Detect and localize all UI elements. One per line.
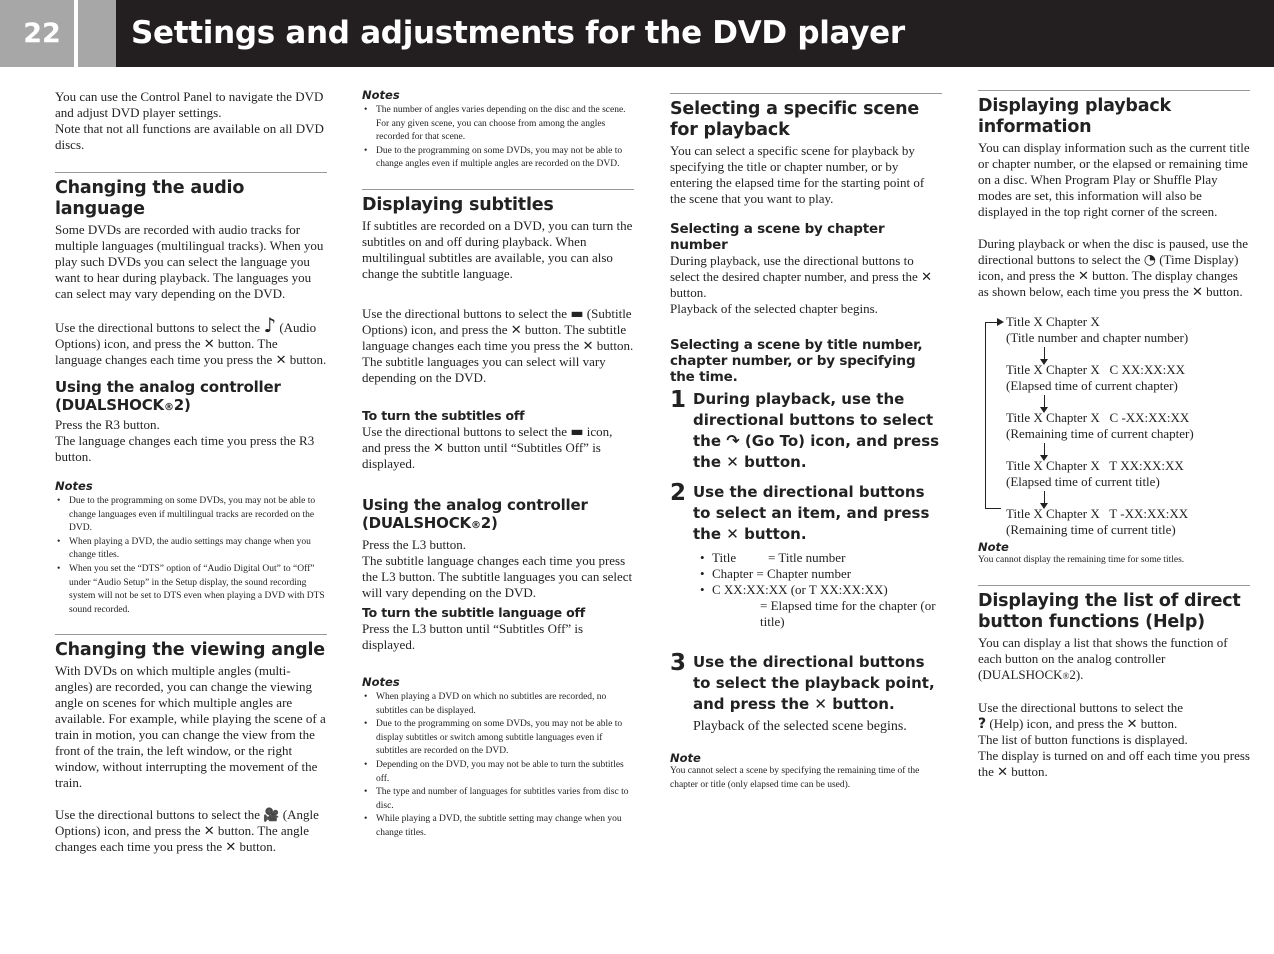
note-text: You cannot select a scene by specifying the remaining time of the chapter or title (only elapsed time can be used). — [670, 766, 920, 790]
audio-heading: Changing the audio language — [55, 178, 245, 219]
step-3 — [670, 652, 942, 737]
subtitle-icon: ▬ — [570, 423, 584, 440]
help-instr-1: Use the directional buttons to select the — [978, 699, 1184, 715]
cross-icon: ✕ — [921, 269, 932, 284]
cross-icon: ✕ — [726, 525, 739, 543]
arrow-down-icon — [1044, 491, 1045, 505]
column-3 — [670, 88, 942, 792]
subtitles-section — [362, 189, 634, 841]
cycle-item-line1: Title X Chapter X T -XX:XX:XX — [1006, 506, 1189, 521]
step-2-part-2: button. — [744, 525, 807, 543]
analog-heading-1 — [55, 378, 327, 417]
step-number: 3 — [670, 650, 687, 676]
help-instr-2: (Help) icon, and press the — [989, 715, 1124, 731]
page-number-block — [0, 0, 74, 67]
help-paragraph — [978, 635, 1250, 684]
subs-instr-2: (Subtitle Options) icon, and press the — [362, 305, 632, 337]
cross-icon: ✕ — [275, 352, 287, 367]
display-cycle-diagram — [978, 314, 1250, 544]
audio-options-icon: ♪ — [263, 313, 277, 337]
intro-note: Note that not all functions are available on all DVD discs. — [55, 121, 324, 152]
info-heading: Displaying playback information — [978, 96, 1171, 137]
help-icon: ? — [978, 715, 987, 732]
cross-icon: ✕ — [203, 336, 215, 351]
list-item — [700, 566, 942, 582]
cross-icon: ✕ — [814, 695, 827, 713]
subs-instr-4: button. The subtitle languages you can select will vary depending on the DVD. — [362, 337, 634, 385]
audio-instr-1: Use the directional buttons to select the — [55, 320, 261, 335]
item-desc: = Title number — [768, 550, 846, 565]
audio-instr-4: button. — [289, 352, 327, 367]
note-item: • Due to the programming on some DVDs, you may not be able to display subtitles or switch among subtitle languages even if subtitles are recorded on the DVD. — [362, 718, 634, 759]
step-2-items — [670, 550, 942, 630]
scene-section — [670, 93, 942, 792]
list-item — [700, 550, 942, 566]
step-2-part-1: Use the directional buttons to select an item, and press the — [693, 483, 930, 543]
cycle-item-line1: Title X Chapter X C XX:XX:XX — [1006, 362, 1185, 377]
cross-icon: ✕ — [225, 839, 237, 855]
audio-paragraph: Some DVDs are recorded with audio tracks for multiple languages (multilingual tracks). When you play such DVDs you can select the language you want to hear during playback. The languages you can select may vary depending on the DVD. — [55, 222, 324, 301]
note-item: • Depending on the DVD, you may not be able to turn the subtitles off. — [362, 759, 634, 786]
audio-instr-2: (Audio Options) icon, and press the — [55, 320, 317, 351]
cycle-item-line1: Title X Chapter X C -XX:XX:XX — [1006, 410, 1190, 425]
step-3-part-1: Use the directional buttons to select the playback point, and press the — [693, 653, 935, 713]
analog-press-l3: Press the L3 button. — [362, 536, 466, 552]
angle-heading: Changing the viewing angle — [55, 640, 325, 661]
cross-icon: ✕ — [726, 453, 739, 471]
cycle-item — [1006, 362, 1250, 410]
item-term: C XX:XX:XX (or T XX:XX:XX) — [712, 582, 888, 597]
subtitles-off-heading: To turn the subtitles off — [362, 407, 525, 423]
registered-mark: ® — [163, 402, 174, 413]
scene-heading: Selecting a specific scene for playback — [670, 99, 920, 140]
chapter-instr-2: button. — [670, 285, 707, 300]
note-item: • While playing a DVD, the subtitle setting may change when you change titles. — [362, 813, 634, 840]
help-heading: Displaying the list of direct button functions (Help) — [978, 590, 1241, 632]
subtitle-language-off-heading: To turn the subtitle language off — [362, 604, 585, 620]
cycle-item-line2: (Elapsed time of current chapter) — [1006, 378, 1178, 393]
step-number: 2 — [670, 480, 687, 506]
analog-l3-desc: The subtitle language changes each time you press the L3 button. The subtitle languages you can select will vary depending on the DVD. — [362, 552, 633, 600]
info-instr-4: button. — [1206, 284, 1243, 299]
analog-heading-tail: 2) — [480, 513, 498, 532]
info-instructions — [978, 236, 1250, 300]
subtitle-icon: ▬ — [570, 305, 584, 322]
chapter-result: Playback of the selected chapter begins. — [670, 301, 878, 316]
title-select-heading: Selecting a scene by title number, chapter number, or by specifying the time. — [670, 337, 923, 385]
subs-instr-1: Use the directional buttons to select the — [362, 305, 568, 321]
step-1-part-3: button. — [744, 453, 807, 471]
info-section — [978, 90, 1250, 568]
cross-icon: ✕ — [582, 337, 594, 353]
angle-instructions — [55, 807, 327, 855]
cross-icon: ✕ — [1191, 284, 1203, 299]
info-paragraph: You can display information such as the current title or chapter number, or the elapsed or remaining time on a disc. When Program Play or Shuffle Play modes are set, this information will also be displayed in the top right corner of the screen. — [978, 140, 1250, 219]
info-instr-1: During playback or when the disc is paused, use the directional buttons to select the — [978, 236, 1249, 267]
cycle-item-line1: Title X Chapter X — [1006, 314, 1100, 329]
clock-icon: ◔ — [1143, 252, 1156, 268]
info-instr-3: button. The display changes as shown below, each time you press the — [978, 268, 1238, 299]
arrow-right-icon — [997, 318, 1004, 326]
cross-icon: ✕ — [1078, 268, 1089, 283]
step-1-part-1: During playback, use the directional buttons to select the — [693, 390, 934, 450]
help-text-1: You can display a list that shows the function of each button on the analog controller (DUALSHOCK — [978, 634, 1228, 682]
registered-mark: ® — [470, 519, 481, 531]
note-item: • The number of angles varies depending on the disc and the scene. For any given scene, you can choose from among the angles recorded for that scene. — [362, 104, 634, 145]
item-desc: = Chapter number — [756, 566, 852, 581]
cycle-item — [1006, 506, 1250, 554]
header-bar — [116, 0, 1274, 67]
audio-instructions — [55, 313, 327, 368]
step-1 — [670, 389, 942, 473]
note-item: • When playing a DVD on which no subtitles are recorded, no subtitles can be displayed. — [362, 691, 634, 718]
cycle-item-line2: (Remaining time of current chapter) — [1006, 426, 1194, 441]
off-instr-2: icon, and press the — [362, 423, 613, 455]
notes-label: Notes — [362, 88, 400, 102]
step-1-part-2: (Go To) icon, and press the — [693, 432, 940, 471]
header-accent — [78, 0, 116, 67]
item-term: Chapter — [712, 566, 754, 581]
help-toggle-2: button. — [1011, 763, 1048, 779]
subtitles-off-text — [362, 424, 634, 472]
chapter-instructions — [670, 253, 942, 301]
intro-text: You can use the Control Panel to navigate the DVD and adjust DVD player settings. — [55, 89, 324, 120]
analog-press-r3: Press the R3 button. — [55, 417, 160, 432]
note-item: • Due to the programming on some DVDs, you may not be able to change languages even if multilingual tracks are recorded on the DVD. — [55, 495, 327, 536]
arrow-down-icon — [1044, 395, 1045, 409]
column-1 — [55, 88, 327, 855]
arrow-down-icon — [1044, 347, 1045, 361]
list-item — [700, 582, 942, 630]
subtitle-notes — [362, 675, 634, 841]
chapter-instr-1: During playback, use the directional buttons to select the desired chapter number, and press the — [670, 253, 918, 284]
cycle-item — [1006, 458, 1250, 506]
notes-label: Notes — [362, 674, 400, 689]
subtitles-heading: Displaying subtitles — [362, 194, 554, 215]
analog-r3-desc: The language changes each time you press the R3 button. — [55, 433, 315, 464]
info-instr-2: (Time Display) icon, and press the — [978, 252, 1239, 283]
step-3-text — [693, 652, 942, 715]
step-number: 1 — [670, 387, 687, 413]
angle-instr-1: Use the directional buttons to select the — [55, 807, 261, 823]
cycle-item-line2: (Title number and chapter number) — [1006, 330, 1189, 345]
help-toggle — [978, 748, 1250, 780]
audio-instr-3: button. The language changes each time you press the — [55, 336, 278, 367]
audio-section — [55, 172, 327, 617]
angle-paragraph: With DVDs on which multiple angles (multi-angles) are recorded, you can change the viewing angle on scenes for which multiple angles are available. For example, while playing the scene of a train in motion, you can change the view from the front of the train, the left window, or the right window, without interrupting the movement of the train. — [55, 663, 326, 791]
angle-instr-3: button. The angle changes each time you press the — [55, 823, 310, 855]
help-result: The list of button functions is displayed. — [978, 731, 1188, 747]
step-2-text — [693, 482, 942, 545]
note-label: Note — [978, 540, 1009, 554]
scene-paragraph: You can select a specific scene for playback by specifying the title or chapter number, or by entering the elapsed time for the starting point of the scene that you want to play. — [670, 143, 925, 206]
off-instr-1: Use the directional buttons to select the — [362, 423, 568, 439]
analog-heading-2 — [362, 496, 634, 535]
item-term: Title — [712, 550, 737, 565]
cycle-item-line1: Title X Chapter X T XX:XX:XX — [1006, 458, 1184, 473]
analog-heading-tail: 2) — [173, 396, 191, 414]
note-item: • When you set the “DTS” option of “Audio Digital Out” to “Off” under “Audio Setup” in the Setup display, the sound recording system will not be set to DTS even when playing a DVD with DTS sound recorded. — [55, 563, 327, 617]
item-desc: = Elapsed time for the chapter (or title) — [760, 598, 936, 629]
cross-icon: ✕ — [510, 321, 522, 337]
subs-instr-3: button. The subtitle language changes each time you press the — [362, 321, 627, 353]
column-2 — [362, 88, 634, 841]
help-instr-3: button. — [1140, 715, 1178, 731]
step-3-desc: Playback of the selected scene begins. — [693, 719, 907, 734]
goto-icon: ↷ — [726, 431, 740, 450]
step-2 — [670, 482, 942, 545]
cycle-line — [985, 322, 986, 508]
chapter-heading: Selecting a scene by chapter number — [670, 221, 885, 253]
note-label: Note — [670, 751, 701, 765]
page-number: 22 — [23, 18, 61, 49]
note-item: • Due to the programming on some DVDs, you may not be able to change angles even if multiple angles are recorded on the DVD. — [362, 145, 634, 172]
scene-note — [670, 751, 942, 792]
step-3-part-2: button. — [832, 695, 895, 713]
cross-icon: ✕ — [433, 439, 445, 455]
cross-icon: ✕ — [997, 763, 1009, 779]
cycle-line — [985, 508, 1001, 509]
analog-heading-text: Using the analog controller (DUALSHOCK — [362, 495, 588, 532]
cross-icon: ✕ — [1126, 715, 1138, 731]
angle-section — [55, 634, 327, 855]
arrow-down-icon — [1044, 443, 1045, 457]
subtitle-language-off-text: Press the L3 button until “Subtitles Off” is displayed. — [362, 620, 584, 652]
angle-instr-2: (Angle Options) icon, and press the — [55, 807, 319, 839]
cycle-item-line2: (Remaining time of current title) — [1006, 522, 1176, 537]
step-1-text — [693, 389, 942, 473]
cycle-item — [1006, 410, 1250, 458]
cycle-item-line2: (Elapsed time of current title) — [1006, 474, 1160, 489]
notes-label: Notes — [55, 479, 93, 493]
camera-icon: 🎥 — [263, 808, 280, 824]
angle-instr-4: button. — [239, 839, 277, 855]
audio-notes — [55, 479, 327, 617]
note-item: • When playing a DVD, the audio settings may change when you change titles. — [55, 536, 327, 563]
help-text-2: 2). — [1069, 666, 1084, 682]
cross-icon: ✕ — [203, 823, 215, 839]
help-section — [978, 585, 1250, 780]
note-text: You cannot display the remaining time for some titles. — [978, 555, 1185, 565]
analog-heading-text: Using the analog controller (DUALSHOCK — [55, 378, 281, 414]
registered-mark: ® — [1062, 670, 1070, 681]
subtitles-paragraph: If subtitles are recorded on a DVD, you can turn the subtitles on and off during playback. When multilingual subtitles are available, you can also change the subtitle language. — [362, 217, 633, 281]
cycle-item — [1006, 314, 1250, 362]
subtitles-instructions — [362, 306, 634, 386]
page-title: Settings and adjustments for the DVD player — [131, 15, 905, 51]
help-instructions — [978, 700, 1250, 732]
help-toggle-1: The display is turned on and off each time you press the — [978, 747, 1250, 779]
note-item: • The type and number of languages for subtitles varies from disc to disc. — [362, 786, 634, 813]
column-4 — [978, 88, 1250, 780]
off-instr-3: button until “Subtitles Off” is displayed. — [362, 439, 601, 471]
